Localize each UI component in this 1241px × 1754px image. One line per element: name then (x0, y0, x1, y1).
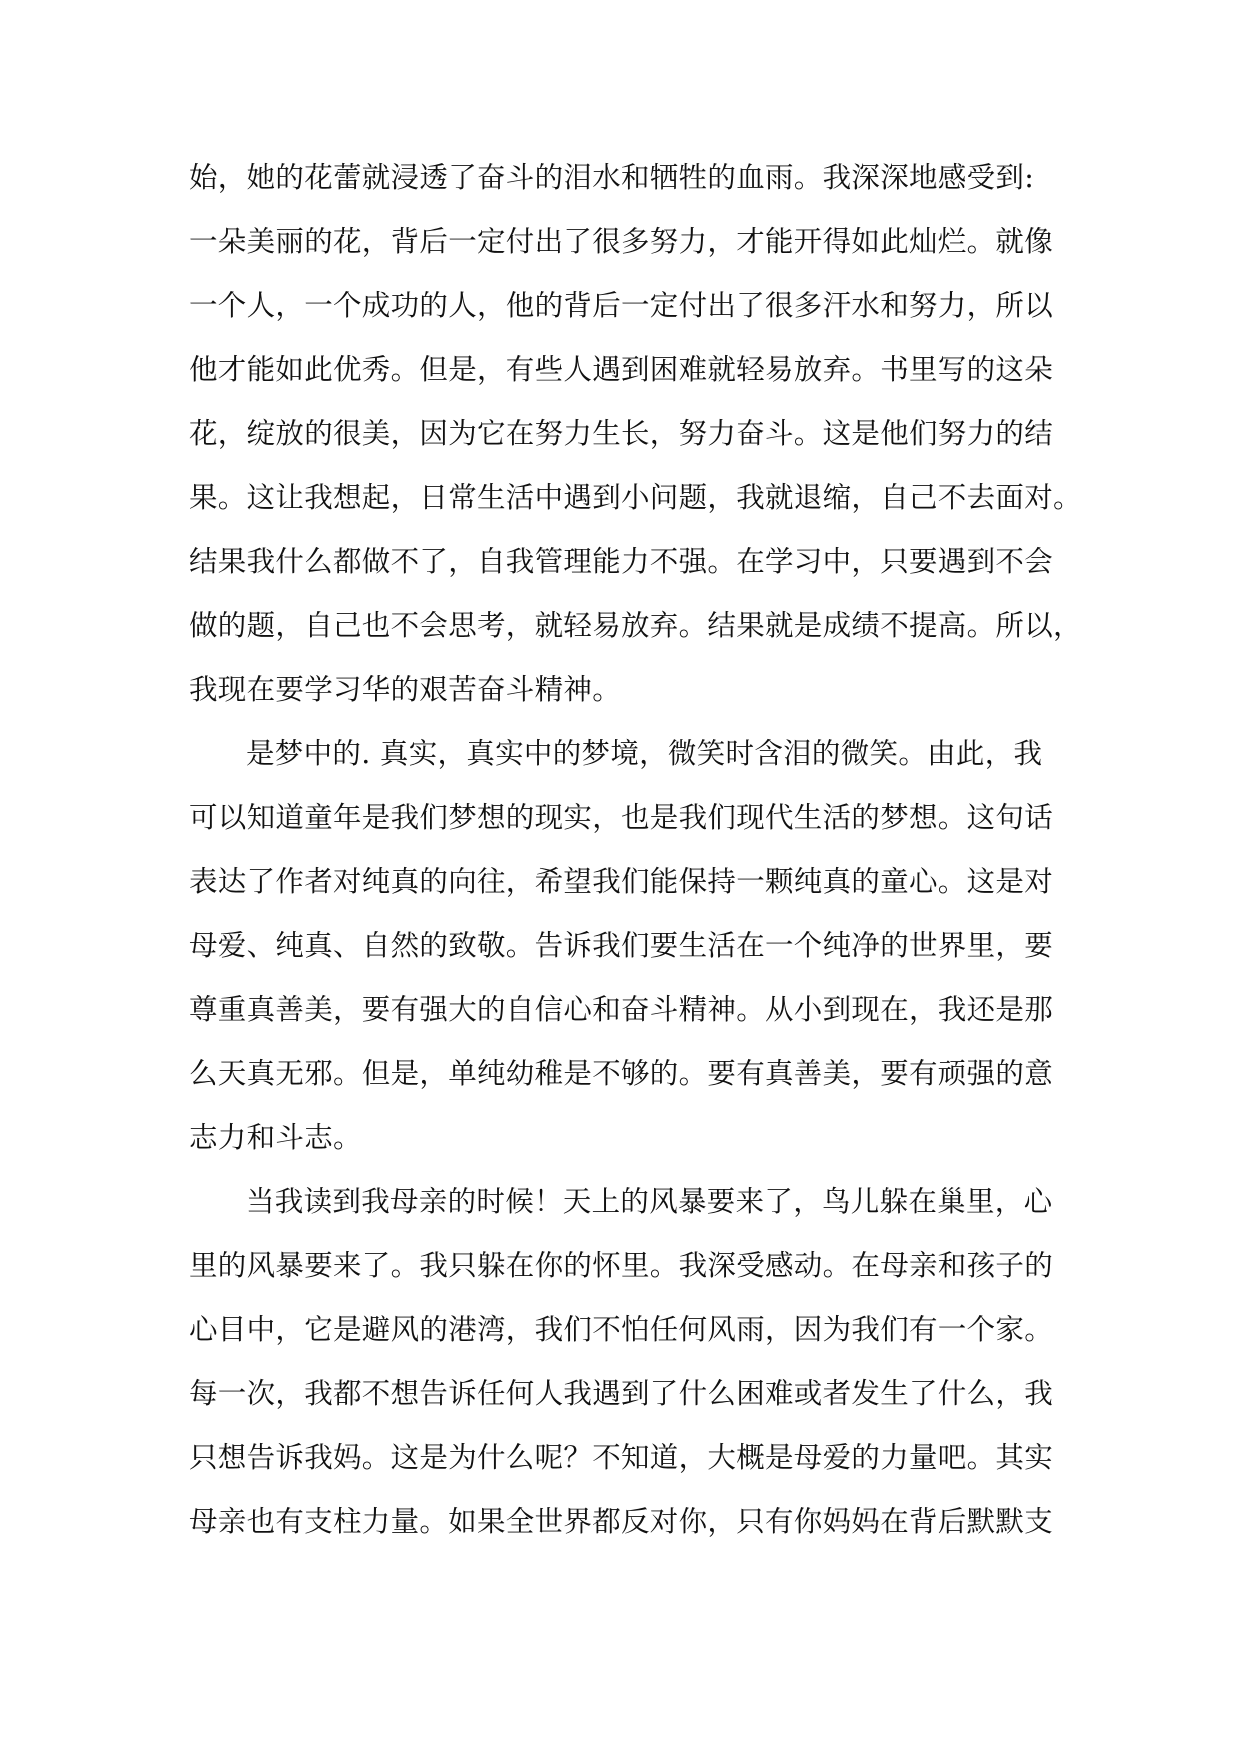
paragraph-first-line: 当我读到我母亲的时候！天上的风暴要来了，鸟儿躲在巢里，心 (246, 1185, 1053, 1218)
text-line: 他才能如此优秀。但是，有些人遇到困难就轻易放弃。书里写的这朵 (189, 353, 1054, 386)
text-line: 尊重真善美，要有强大的自信心和奋斗精神。从小到现在，我还是那 (189, 993, 1054, 1026)
text-line: 每一次，我都不想告诉任何人我遇到了什么困难或者发生了什么，我 (189, 1377, 1054, 1410)
text-line: 表达了作者对纯真的向往，希望我们能保持一颗纯真的童心。这是对 (189, 865, 1054, 898)
text-line: 心目中，它是避风的港湾，我们不怕任何风雨，因为我们有一个家。 (189, 1313, 1054, 1346)
text-line: 一朵美丽的花，背后一定付出了很多努力，才能开得如此灿烂。就像 (189, 225, 1054, 258)
text-line: 么天真无邪。但是，单纯幼稚是不够的。要有真善美，要有顽强的意 (189, 1057, 1054, 1090)
text-line: 里的风暴要来了。我只躲在你的怀里。我深受感动。在母亲和孩子的 (189, 1249, 1054, 1282)
text-line: 始，她的花蕾就浸透了奋斗的泪水和牺牲的血雨。我深深地感受到: (189, 161, 1035, 194)
text-line: 可以知道童年是我们梦想的现实，也是我们现代生活的梦想。这句话 (189, 801, 1054, 834)
text-line: 花，绽放的很美，因为它在努力生长，努力奋斗。这是他们努力的结 (189, 417, 1054, 450)
paragraph-first-line: 是梦中的. 真实，真实中的梦境，微笑时含泪的微笑。由此，我 (246, 737, 1043, 770)
text-line: 母亲也有支柱力量。如果全世界都反对你，只有你妈妈在背后默默支 (189, 1505, 1054, 1538)
text-line: 果。这让我想起，日常生活中遇到小问题，我就退缩，自己不去面对。 (189, 481, 1082, 514)
text-line: 结果我什么都做不了，自我管理能力不强。在学习中，只要遇到不会 (189, 545, 1054, 578)
text-line: 我现在要学习华的艰苦奋斗精神。 (189, 673, 622, 706)
text-line: 志力和斗志。 (189, 1121, 362, 1154)
text-line: 做的题，自己也不会思考，就轻易放弃。结果就是成绩不提高。所以， (189, 609, 1082, 642)
text-line: 一个人，一个成功的人，他的背后一定付出了很多汗水和努力，所以 (189, 289, 1054, 322)
text-line: 只想告诉我妈。这是为什么呢？不知道，大概是母爱的力量吧。其实 (189, 1441, 1054, 1474)
text-line: 母爱、纯真、自然的致敬。告诉我们要生活在一个纯净的世界里，要 (189, 929, 1054, 962)
